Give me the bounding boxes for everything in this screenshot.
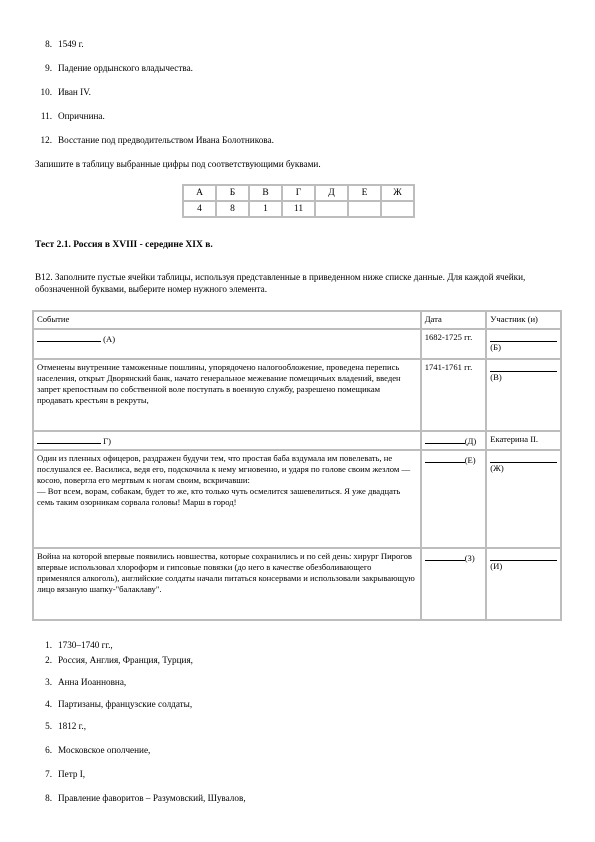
answer-blank — [490, 551, 557, 561]
top-list-item: 10. Иван IV. — [40, 87, 91, 97]
answer-blank — [425, 551, 465, 561]
bottom-list-item: 7. Петр I, — [45, 769, 86, 779]
answer-grid-letters-row — [184, 186, 413, 200]
event-cell: Один из пленных офицеров, раздражен будучи тем, что простая баба вздумала им повелевать, не послушался ее. Василиса, ведя его, подскочила к нему мгновенно, и ударя по голове своим жезлом — косою, повергла его мертвым к ногам своим, вскричавши: — Вот всем, ворам, собакам, будет то же, кто только чуть осмелится зашевелиться. Я уже двадцать семь таким озорникам сорвала головы! Марш в город! — [34, 451, 420, 547]
top-list-item: 11. Опричнина. — [40, 111, 105, 121]
header-event: Событие — [34, 312, 420, 328]
table-row — [34, 330, 560, 358]
instruction-text: Запишите в таблицу выбранные цифры под соответствующими буквами. — [35, 159, 321, 169]
table-row — [34, 360, 560, 430]
grid-value-cell: 4 — [184, 202, 215, 216]
grid-value-cell: 1 — [250, 202, 281, 216]
participant-cell: (Б) — [487, 330, 560, 358]
grid-value-cell — [316, 202, 347, 216]
answer-blank — [425, 453, 465, 463]
bottom-list-item: 3. Анна Иоанновна, — [45, 677, 127, 687]
bottom-list-item: 4. Партизаны, французские солдаты, — [45, 699, 193, 709]
table-header-row — [34, 312, 560, 328]
answer-grid — [182, 184, 415, 218]
event-cell: (А) — [34, 330, 420, 358]
grid-letter-cell: Е — [349, 186, 380, 200]
bottom-list-item: 6. Московское ополчение, — [45, 745, 151, 755]
answer-blank — [490, 332, 557, 342]
participant-cell: (В) — [487, 360, 560, 430]
grid-letter-cell: А — [184, 186, 215, 200]
date-cell: (З) — [422, 549, 486, 619]
top-list-item: 12. Восстание под предводительством Ивана Болотникова. — [40, 135, 274, 145]
bottom-list-item: 8. Правление фаворитов – Разумовский, Шувалов, — [45, 793, 246, 803]
answer-blank — [37, 434, 101, 444]
grid-value-cell — [382, 202, 413, 216]
grid-value-cell: 11 — [283, 202, 314, 216]
grid-letter-cell: Б — [217, 186, 248, 200]
task-text: В12. Заполните пустые ячейки таблицы, используя представленные в приведенном ниже списке данные. Для каждой ячейки, обозначенной буквами, выберите номер нужного элемента. — [35, 272, 526, 294]
participant-cell: (Ж) — [487, 451, 560, 547]
answer-blank — [490, 362, 557, 372]
table-row — [34, 432, 560, 449]
date-cell: (Е) — [422, 451, 486, 547]
grid-letter-cell: Д — [316, 186, 347, 200]
top-list-item: 9. Падение ордынского владычества. — [45, 63, 193, 73]
event-cell: Отменены внутренние таможенные пошлины, упорядочено налогообложение, проведена перепись населения, открыт Дворянский банк, начато генеральное межевание помещичьих владений, введен запрет крепостным по собственной воле поступать в военную службу, разрешено помещикам продавать крестьян в рекруты, — [34, 360, 420, 430]
header-date: Дата — [422, 312, 486, 328]
top-list-item: 8. 1549 г. — [45, 39, 84, 49]
test-title: Тест 2.1. Россия в XVIII - середине XIX в. — [35, 240, 213, 250]
table-row — [34, 549, 560, 619]
answer-blank — [490, 453, 557, 463]
answer-grid-values-row — [184, 202, 413, 216]
grid-letter-cell: Ж — [382, 186, 413, 200]
date-cell: (Д) — [422, 432, 486, 449]
bottom-list-item: 1. 1730–1740 гг., — [45, 640, 113, 650]
events-table — [32, 310, 562, 621]
date-cell: 1741-1761 гг. — [422, 360, 486, 430]
participant-cell: Екатерина II. — [487, 432, 560, 449]
grid-value-cell — [349, 202, 380, 216]
bottom-list-item: 5. 1812 г., — [45, 721, 86, 731]
grid-letter-cell: Г — [283, 186, 314, 200]
date-cell: 1682-1725 гг. — [422, 330, 486, 358]
header-participant: Участник (и) — [487, 312, 560, 328]
grid-letter-cell: В — [250, 186, 281, 200]
table-row — [34, 451, 560, 547]
bottom-list-item: 2. Россия, Англия, Франция, Турция, — [45, 655, 193, 665]
event-cell: Г) — [34, 432, 420, 449]
answer-blank — [425, 434, 465, 444]
event-cell: Война на которой впервые появились новшества, которые сохранились и по сей день: хирург Пирогов впервые использовал хлороформ и гипсовые повязки (до него в качестве обезболивающего применялся алкоголь), английские солдаты начали питаться консервами и использовали закрывающую лицо вязаную шапку-"балаклаву". — [34, 549, 420, 619]
grid-value-cell: 8 — [217, 202, 248, 216]
answer-blank — [37, 332, 101, 342]
participant-cell: (И) — [487, 549, 560, 619]
